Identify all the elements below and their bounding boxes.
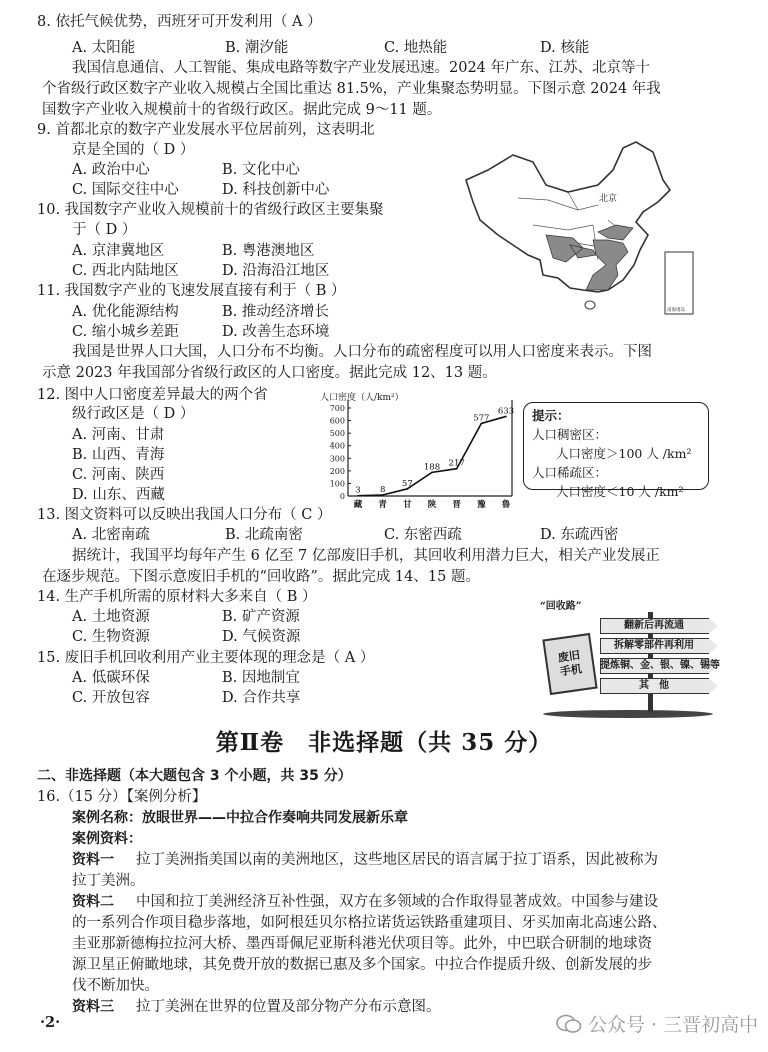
q8-option-b: B. 潮汐能: [225, 40, 289, 56]
q15-option-c: C. 开放包容: [72, 690, 150, 706]
part2-title: 第Ⅱ卷 非选择题（共 35 分）: [215, 729, 553, 756]
south-china-sea-inset: [665, 252, 693, 314]
y-tick-label: 400: [329, 441, 345, 451]
sign-other: 其 他: [639, 680, 669, 691]
density-line: [358, 416, 506, 495]
chart-ylabel: 人口密度（人/km²）: [320, 393, 404, 403]
q8-option-a: A. 太阳能: [72, 40, 136, 56]
data-label: 188: [423, 462, 441, 473]
tip-box: [523, 402, 709, 499]
passage3-line: 在逐步规范。下图示意废旧手机的“回收路”。据此完成 14、15 题。: [42, 569, 480, 585]
q12-option-c: C. 河南、陕西: [72, 467, 165, 483]
q13-option-c: C. 东密西疏: [384, 527, 462, 543]
passage1-line: 我国信息通信、人工智能、集成电路等数字产业发展迅速。2024 年广东、江苏、北京等十: [72, 60, 651, 76]
sign-disassemble-board: [600, 638, 718, 654]
map-label-inset: 南海诸岛: [667, 308, 685, 313]
q12-option-b: B. 山西、青海: [72, 447, 165, 463]
q8-stem: 8. 依托气候优势，西班牙可开发利用（ A ）: [37, 14, 322, 30]
x-tick-label: 晋: [452, 500, 461, 510]
x-tick-label: 豫: [477, 500, 486, 510]
q14-option-c: C. 生物资源: [72, 629, 150, 645]
sign-refurbish-board: [600, 618, 718, 634]
q16-case-material: 案例资料：: [72, 831, 142, 847]
x-tick-label: 藏: [353, 500, 363, 510]
q9-stem: 9. 首都北京的数字产业发展水平位居前列，这表明北: [37, 122, 375, 138]
q11-option-b: B. 推动经济增长: [222, 304, 329, 320]
q14-stem: 14. 生产手机所需的原材料大多来自（ B ）: [37, 589, 317, 605]
q12-option-a: A. 河南、甘肃: [72, 427, 165, 443]
watermark: [556, 1010, 758, 1037]
q15-option-a: A. 低碳环保: [72, 670, 150, 686]
data-label: 577: [473, 413, 490, 424]
tip-sparse-label: 人口稀疏区：: [532, 465, 608, 480]
q13-option-a: A. 北密南疏: [72, 527, 150, 543]
phone-label: 废旧手机: [557, 648, 583, 679]
m3-label: 资料三: [72, 999, 114, 1015]
q10-option-a: A. 京津冀地区: [72, 243, 165, 259]
m2-line: 伐不断加快。: [72, 978, 159, 994]
q9-option-b: B. 文化中心: [222, 162, 300, 178]
tip-dense-rule: 人口密度＞100 人 /km²: [556, 446, 692, 461]
q11-option-a: A. 优化能源结构: [72, 304, 179, 320]
section2-heading: 二、非选择题（本大题包含 3 个小题，共 35 分）: [37, 768, 352, 784]
m3-line: 拉丁美洲在世界的位置及部分物产分布示意图。: [136, 999, 441, 1015]
q12-stem: 12. 图中人口密度差异最大的两个省: [37, 387, 268, 403]
y-tick-label: 0: [339, 492, 345, 501]
q12-option-d: D. 山东、西藏: [72, 487, 165, 503]
q13-option-d: D. 东疏西密: [540, 527, 619, 543]
q15-option-d: D. 合作共享: [222, 690, 301, 706]
population-density-chart: [318, 388, 518, 510]
y-tick-label: 500: [329, 429, 345, 439]
sign-other-board: [600, 678, 718, 694]
phone-character: [542, 633, 597, 695]
m1-line: 拉丁美洲指美国以南的美洲地区，这些地区居民的语言属于拉丁语系，因此被称为: [136, 852, 658, 868]
y-tick-label: 100: [329, 479, 345, 489]
page-number: ·2·: [40, 1014, 61, 1031]
m2-line: 源卫星正俯瞰地球，其免费开放的数据已惠及多个国家。中拉合作提质升级、创新发展的步: [72, 957, 652, 973]
tip-title: 提示：: [532, 408, 570, 423]
passage3-line: 据统计，我国平均每年产生 6 亿至 7 亿部废旧手机，其回收利用潜力巨大，相关产业发展正: [72, 548, 660, 564]
q15-stem: 15. 废旧手机回收利用产业主要体现的理念是（ A ）: [37, 650, 375, 666]
data-label: 633: [497, 406, 515, 417]
y-tick-label: 300: [329, 454, 345, 464]
q9-option-c: C. 国际交往中心: [72, 182, 179, 198]
m1-line: 拉丁美洲。: [72, 873, 145, 889]
q11-option-d: D. 改善生态环境: [222, 324, 330, 340]
q14-option-d: D. 气候资源: [222, 629, 301, 645]
q15-option-b: B. 因地制宜: [222, 670, 300, 686]
m2-line: 的一系列合作项目稳步落地，如阿根廷贝尔格拉诺货运铁路重建项目、牙买加南北高速公路、: [72, 915, 667, 931]
q9-option-a: A. 政治中心: [72, 162, 150, 178]
x-tick-label: 鲁: [501, 500, 511, 510]
m2-label: 资料二: [72, 894, 114, 910]
m2-line: 圭亚那新德梅拉拉河大桥、墨西哥佩尼亚斯科港光伏项目等。此外，中巴联合研制的地球资: [72, 936, 652, 952]
q16-case-name: 案例名称：放眼世界——中拉合作奏响共同发展新乐章: [72, 810, 408, 826]
q14-option-b: B. 矿产资源: [222, 609, 300, 625]
recycle-caption: “回收路”: [540, 601, 582, 612]
china-map: [458, 140, 694, 320]
q10-option-b: B. 粤港澳地区: [222, 243, 315, 259]
q9-option-d: D. 科技创新中心: [222, 182, 330, 198]
q9-stem-cont: 京是全国的（ D ）: [72, 142, 195, 158]
china-outline: [466, 142, 670, 292]
x-tick-label: 甘: [403, 500, 412, 510]
q13-option-b: B. 北疏南密: [225, 527, 303, 543]
m1-label: 资料一: [72, 852, 114, 868]
q10-option-c: C. 西北内陆地区: [72, 263, 179, 279]
sign-extract-metals-board: [600, 658, 718, 674]
y-tick-label: 700: [329, 404, 345, 413]
q10-option-d: D. 沿海沿江地区: [222, 263, 330, 279]
wechat-icon: [556, 1014, 582, 1034]
data-label: 3: [355, 485, 361, 496]
q10-stem-cont: 于（ D ）: [72, 222, 137, 238]
passage2-line: 我国是世界人口大国，人口分布不均衡。人口分布的疏密程度可以用人口密度来表示。下图: [72, 344, 652, 360]
tip-dense-label: 人口稠密区：: [532, 427, 608, 442]
passage1-line: 个省级行政区数字产业收入规模占全国比重达 81.5%，产业集聚态势明显。下图示意 2024 年我: [42, 81, 661, 97]
sign-extract-metals: 提炼铜、金、银、镍、锡等: [600, 660, 720, 671]
q14-option-a: A. 土地资源: [72, 609, 150, 625]
data-label: 217: [448, 458, 465, 469]
q11-option-c: C. 缩小城乡差距: [72, 324, 179, 340]
y-tick-label: 200: [329, 466, 345, 476]
q10-stem: 10. 我国数字产业收入规模前十的省级行政区主要集聚: [37, 202, 384, 218]
passage1-line: 国数字产业收入规模前十的省级行政区。据此完成 9～11 题。: [42, 102, 442, 118]
sign-disassemble: 拆解零部件再利用: [614, 640, 694, 651]
q8-option-c: C. 地热能: [384, 40, 448, 56]
map-label-beijing: 北京: [599, 194, 618, 204]
q8-option-d: D. 核能: [540, 40, 590, 56]
x-tick-label: 陕: [427, 500, 437, 510]
sign-refurbish: 翻新后再流通: [624, 620, 684, 631]
x-tick-label: 青: [378, 500, 387, 510]
q16-head: 16.（15 分）【案例分析】: [37, 789, 207, 805]
q11-stem: 11. 我国数字产业的飞速发展直接有利于（ B ）: [37, 283, 346, 299]
m2-line: 中国和拉丁美洲经济互补性强，双方在多领域的合作取得显著成效。中国参与建设: [136, 894, 658, 910]
q12-stem-cont: 级行政区是（ D ）: [72, 406, 195, 422]
data-label: 8: [379, 484, 386, 495]
y-tick-label: 600: [329, 416, 345, 426]
q13-stem: 13. 图文资料可以反映出我国人口分布（ C ）: [37, 507, 332, 523]
data-label: 57: [401, 478, 413, 489]
watermark-text: 公众号 · 三晋初高中: [588, 1014, 759, 1036]
tip-sparse-rule: 人口密度＜10 人 /km²: [556, 484, 684, 499]
passage2-line: 示意 2023 年我国部分省级行政区的人口密度。据此完成 12、13 题。: [42, 365, 497, 381]
